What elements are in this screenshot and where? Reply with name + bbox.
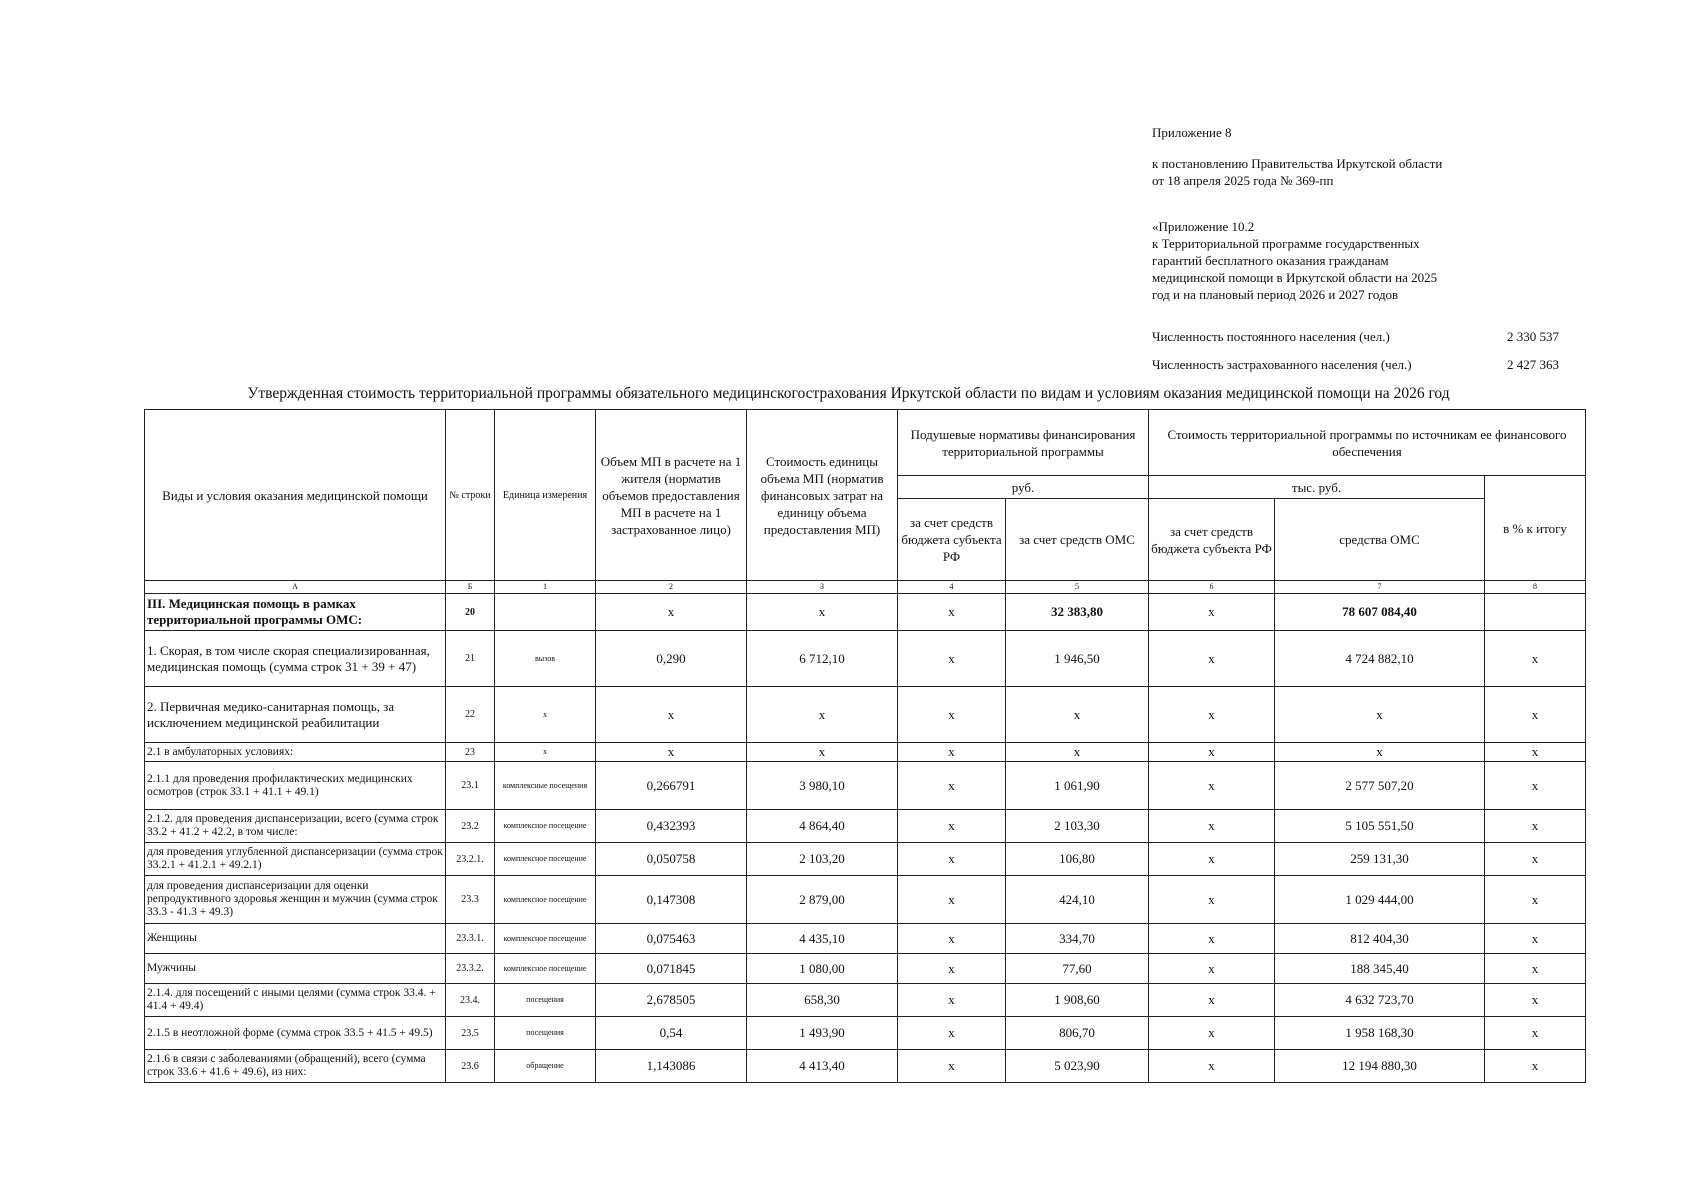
row-oms-2: 78 607 084,40 (1275, 594, 1485, 631)
row-oms-2: х (1275, 743, 1485, 762)
row-budget-2: х (1149, 594, 1275, 631)
row-percent: х (1485, 631, 1586, 687)
row-percent: х (1485, 810, 1586, 843)
row-volume: 0,266791 (596, 762, 747, 810)
header-budget-rf: за счет средств бюджета субъекта РФ (898, 499, 1006, 581)
row-volume: 2,678505 (596, 984, 747, 1017)
row-oms: 32 383,80 (1006, 594, 1149, 631)
row-name: 2. Первичная медико-санитарная помощь, за исключением медицинской реабилитации (145, 687, 446, 743)
row-number: 23.6 (446, 1050, 495, 1083)
row-oms: 106,80 (1006, 843, 1149, 876)
table-row (145, 687, 1586, 743)
insured-population-value: 2 427 363 (1507, 357, 1559, 372)
row-budget: х (898, 876, 1006, 924)
row-oms: 1 908,60 (1006, 984, 1149, 1017)
table-row (145, 1050, 1586, 1083)
row-name: III. Медицинская помощь в рамках территориальной программы ОМС: (145, 594, 446, 631)
resolution-line-1: к постановлению Правительства Иркутской области (1152, 156, 1443, 171)
resolution-reference (1152, 155, 1442, 189)
index-cell: 3 (747, 581, 898, 594)
index-cell: 4 (898, 581, 1006, 594)
insured-population-label: Численность застрахованного населения (чел.) (1152, 357, 1412, 372)
row-volume: 1,143086 (596, 1050, 747, 1083)
program-annex-line-1: «Приложение 10.2 (1152, 219, 1255, 234)
header-volume: Объем МП в расчете на 1 жителя (норматив объемов предоставления МП в расчете на 1 застрахованное лицо) (596, 410, 747, 581)
row-oms: 1 061,90 (1006, 762, 1149, 810)
index-cell: 7 (1275, 581, 1485, 594)
row-percent (1485, 594, 1586, 631)
row-budget-2: х (1149, 876, 1275, 924)
row-percent: х (1485, 1050, 1586, 1083)
program-annex-line-4: медицинской помощи в Иркутской области на 2025 (1152, 270, 1438, 285)
row-budget: х (898, 594, 1006, 631)
row-unit: х (495, 687, 596, 743)
table-row (145, 594, 1586, 631)
permanent-population-value: 2 330 537 (1507, 329, 1559, 344)
row-budget: х (898, 631, 1006, 687)
row-unit-cost: 4 864,40 (747, 810, 898, 843)
row-number: 23.1 (446, 762, 495, 810)
annex-heading (1152, 124, 1232, 141)
row-oms-2: 5 105 551,50 (1275, 810, 1485, 843)
header-oms-funds: за счет средств ОМС (1006, 499, 1149, 581)
row-oms-2: 188 345,40 (1275, 954, 1485, 984)
row-name: 2.1.4. для посещений с иными целями (сумма строк 33.4. + 41.4 + 49.4) (145, 984, 446, 1017)
header-kinds: Виды и условия оказания медицинской помощи (145, 410, 446, 581)
row-oms-2: 1 029 444,00 (1275, 876, 1485, 924)
row-percent: х (1485, 984, 1586, 1017)
row-volume: х (596, 594, 747, 631)
row-volume: 0,54 (596, 1017, 747, 1050)
row-oms: 334,70 (1006, 924, 1149, 954)
row-unit: обращение (495, 1050, 596, 1083)
row-unit-cost: 1 080,00 (747, 954, 898, 984)
row-budget: х (898, 843, 1006, 876)
row-number: 23 (446, 743, 495, 762)
header-oms-funds-2: средства ОМС (1275, 499, 1485, 581)
row-oms-2: 4 724 882,10 (1275, 631, 1485, 687)
row-oms: 77,60 (1006, 954, 1149, 984)
table-row (145, 876, 1586, 924)
index-cell: 8 (1485, 581, 1586, 594)
row-budget-2: х (1149, 762, 1275, 810)
row-oms-2: 259 131,30 (1275, 843, 1485, 876)
header-cost-group: Стоимость территориальной программы по источникам ее финансового обеспечения (1149, 410, 1586, 476)
row-unit-cost: 2 879,00 (747, 876, 898, 924)
row-budget: х (898, 984, 1006, 1017)
index-cell: 6 (1149, 581, 1275, 594)
header-budget-rf-2: за счет средств бюджета субъекта РФ (1149, 499, 1275, 581)
table-row (145, 631, 1586, 687)
row-unit-cost: 4 435,10 (747, 924, 898, 954)
row-unit: комплексные посещения (495, 762, 596, 810)
row-percent: х (1485, 843, 1586, 876)
row-oms: 2 103,30 (1006, 810, 1149, 843)
row-number: 23.3 (446, 876, 495, 924)
row-unit: х (495, 743, 596, 762)
table-row (145, 762, 1586, 810)
row-unit: вызов (495, 631, 596, 687)
row-percent: х (1485, 954, 1586, 984)
row-oms: 424,10 (1006, 876, 1149, 924)
row-name: 1. Скорая, в том числе скорая специализированная, медицинская помощь (сумма строк 31 + 39 + 47) (145, 631, 446, 687)
row-unit-cost: 658,30 (747, 984, 898, 1017)
row-unit-cost: 4 413,40 (747, 1050, 898, 1083)
row-budget-2: х (1149, 984, 1275, 1017)
permanent-population-label: Численность постоянного населения (чел.) (1152, 329, 1390, 344)
row-budget-2: х (1149, 1017, 1275, 1050)
row-oms: 806,70 (1006, 1017, 1149, 1050)
resolution-line-2: от 18 апреля 2025 года № 369-пп (1152, 173, 1334, 188)
row-budget: х (898, 743, 1006, 762)
index-cell: Б (446, 581, 495, 594)
row-budget: х (898, 924, 1006, 954)
row-volume: х (596, 743, 747, 762)
row-volume: 0,050758 (596, 843, 747, 876)
row-number: 23.3.1. (446, 924, 495, 954)
row-number: 23.4. (446, 984, 495, 1017)
row-name: Мужчины (145, 954, 446, 984)
row-volume: 0,290 (596, 631, 747, 687)
program-annex-line-5: год и на плановый период 2026 и 2027 годов (1152, 287, 1399, 302)
table-row (145, 743, 1586, 762)
header-thous-rub: тыс. руб. (1149, 476, 1485, 499)
column-index-row (145, 581, 1586, 594)
row-budget: х (898, 687, 1006, 743)
cost-table (144, 409, 1586, 1083)
row-unit-cost: х (747, 594, 898, 631)
row-budget: х (898, 1050, 1006, 1083)
row-unit-cost: х (747, 743, 898, 762)
row-percent: х (1485, 762, 1586, 810)
row-unit: комплексное посещение (495, 843, 596, 876)
header-percapita-group: Подушевые нормативы финансирования территориальной программы (898, 410, 1149, 476)
index-cell: 5 (1006, 581, 1149, 594)
row-number: 21 (446, 631, 495, 687)
row-oms: х (1006, 743, 1149, 762)
row-unit-cost: 3 980,10 (747, 762, 898, 810)
row-name: Женщины (145, 924, 446, 954)
header-unit-cost: Стоимость единицы объема МП (норматив финансовых затрат на единицу объема предоставления МП) (747, 410, 898, 581)
row-name: для проведения углубленной диспансеризации (сумма строк 33.2.1 + 41.2.1 + 49.2.1) (145, 843, 446, 876)
row-volume: х (596, 687, 747, 743)
page-title: Утвержденная стоимость территориальной программы обязательного медицинскогострахования Иркутской области по видам и условиям оказания медицинской помощи на 2026 год (247, 385, 1450, 402)
row-volume: 0,075463 (596, 924, 747, 954)
annex-number: Приложение 8 (1152, 125, 1232, 140)
row-unit (495, 594, 596, 631)
program-annex-line-3: гарантий бесплатного оказания гражданам (1152, 253, 1389, 268)
row-percent: х (1485, 1017, 1586, 1050)
row-oms: 1 946,50 (1006, 631, 1149, 687)
row-name: 2.1.2. для проведения диспансеризации, всего (сумма строк 33.2 + 41.2 + 42.2, в том числе: (145, 810, 446, 843)
row-name: 2.1 в амбулаторных условиях: (145, 743, 446, 762)
row-budget-2: х (1149, 1050, 1275, 1083)
row-unit-cost: 6 712,10 (747, 631, 898, 687)
row-oms: 5 023,90 (1006, 1050, 1149, 1083)
row-oms-2: 812 404,30 (1275, 924, 1485, 954)
table-row (145, 924, 1586, 954)
row-budget-2: х (1149, 743, 1275, 762)
row-budget: х (898, 954, 1006, 984)
row-unit-cost: 1 493,90 (747, 1017, 898, 1050)
row-oms-2: 12 194 880,30 (1275, 1050, 1485, 1083)
index-cell: 2 (596, 581, 747, 594)
program-annex-line-2: к Территориальной программе государственных (1152, 236, 1420, 251)
row-unit: комплексное посещение (495, 954, 596, 984)
table-row (145, 843, 1586, 876)
index-cell: 1 (495, 581, 596, 594)
row-volume: 0,432393 (596, 810, 747, 843)
row-unit: комплексное посещение (495, 810, 596, 843)
table-row (145, 1017, 1586, 1050)
row-unit: посещения (495, 984, 596, 1017)
row-percent: х (1485, 876, 1586, 924)
row-percent: х (1485, 924, 1586, 954)
row-oms: х (1006, 687, 1149, 743)
row-unit: комплексное посещение (495, 924, 596, 954)
row-oms-2: 4 632 723,70 (1275, 984, 1485, 1017)
row-budget-2: х (1149, 687, 1275, 743)
row-oms-2: х (1275, 687, 1485, 743)
header-unit: Единица измерения (495, 410, 596, 581)
index-cell: А (145, 581, 446, 594)
table-row (145, 810, 1586, 843)
row-number: 23.5 (446, 1017, 495, 1050)
table-row (145, 954, 1586, 984)
row-number: 23.2.1. (446, 843, 495, 876)
row-name: 2.1.6 в связи с заболеваниями (обращений), всего (сумма строк 33.6 + 41.6 + 49.6), из них: (145, 1050, 446, 1083)
row-unit-cost: 2 103,20 (747, 843, 898, 876)
row-unit: комплексное посещение (495, 876, 596, 924)
table-row (145, 984, 1586, 1017)
row-unit-cost: х (747, 687, 898, 743)
row-name: для проведения диспансеризации для оценки репродуктивного здоровья женщин и мужчин (сумма строк 33.3 - 41.3 + 49.3) (145, 876, 446, 924)
header-row-no: № строки (446, 410, 495, 581)
row-oms-2: 1 958 168,30 (1275, 1017, 1485, 1050)
row-budget-2: х (1149, 631, 1275, 687)
row-number: 20 (446, 594, 495, 631)
row-number: 23.3.2. (446, 954, 495, 984)
row-oms-2: 2 577 507,20 (1275, 762, 1485, 810)
header-percent-total: в % к итогу (1485, 476, 1586, 581)
row-unit: посещения (495, 1017, 596, 1050)
row-budget: х (898, 1017, 1006, 1050)
row-budget-2: х (1149, 954, 1275, 984)
row-volume: 0,147308 (596, 876, 747, 924)
program-annex-reference (1152, 218, 1437, 303)
row-budget: х (898, 762, 1006, 810)
row-budget: х (898, 810, 1006, 843)
row-budget-2: х (1149, 843, 1275, 876)
row-number: 23.2 (446, 810, 495, 843)
row-percent: х (1485, 687, 1586, 743)
row-name: 2.1.5 в неотложной форме (сумма строк 33.5 + 41.5 + 49.5) (145, 1017, 446, 1050)
row-budget-2: х (1149, 924, 1275, 954)
row-budget-2: х (1149, 810, 1275, 843)
row-number: 22 (446, 687, 495, 743)
row-name: 2.1.1 для проведения профилактических медицинских осмотров (строк 33.1 + 41.1 + 49.1) (145, 762, 446, 810)
header-rub: руб. (898, 476, 1149, 499)
row-percent: х (1485, 743, 1586, 762)
row-volume: 0,071845 (596, 954, 747, 984)
